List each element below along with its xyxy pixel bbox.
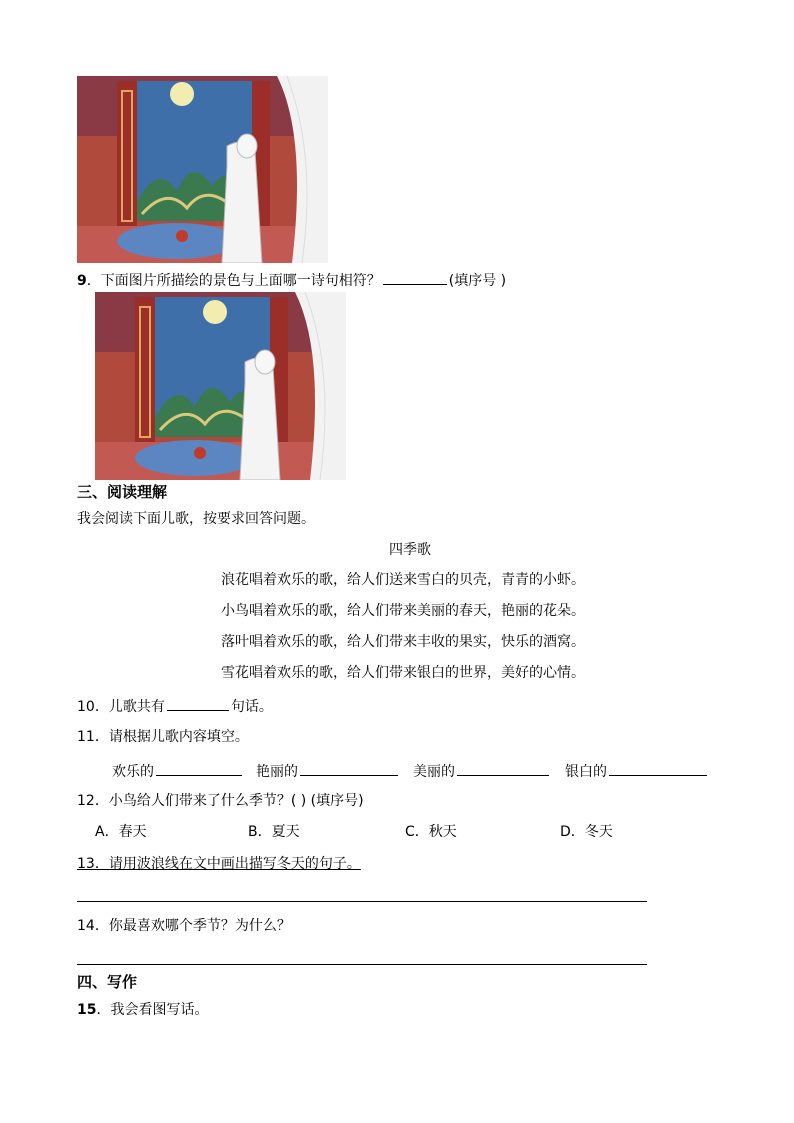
- illustration-moon-night-2: [95, 292, 346, 480]
- illustration-moon-night-1: [77, 76, 328, 263]
- question-15: [77, 1001, 208, 1019]
- question-13: 13．请用波浪线在文中画出描写冬天的句子。: [77, 856, 361, 872]
- option-b[interactable]: B．夏天: [248, 824, 300, 840]
- question-14: 14．你最喜欢哪个季节？为什么？: [77, 918, 291, 934]
- question-suffix: (填序号 ): [448, 273, 507, 289]
- answer-blank[interactable]: [383, 270, 447, 285]
- question-text: ．下面图片所描绘的景色与上面哪一诗句相符？: [86, 273, 381, 289]
- fill-item-2: [256, 761, 400, 781]
- fill-item-3: [413, 761, 551, 781]
- poem-line-1: 浪花唱着欢乐的歌，给人们送来雪白的贝壳，青青的小虾。: [221, 572, 585, 588]
- question-12: 12．小鸟给人们带来了什么季节？( ) (填序号): [77, 793, 364, 809]
- poem-title: 四季歌: [389, 542, 431, 558]
- answer-line[interactable]: [77, 964, 647, 965]
- fill-label: 欢乐的: [112, 764, 154, 780]
- question-text: ．我会看图写话。: [96, 1002, 209, 1018]
- question-10: [77, 696, 273, 716]
- question-9: [77, 270, 506, 290]
- question-number: 9: [77, 273, 87, 289]
- fill-label: 美丽的: [413, 764, 455, 780]
- answer-blank[interactable]: [609, 761, 707, 776]
- section-3-title: 三、阅读理解: [77, 483, 168, 501]
- section-4-title: 四、写作: [77, 973, 138, 991]
- question-10-prefix: 10．儿歌共有: [77, 699, 165, 715]
- reading-intro: 我会阅读下面儿歌，按要求回答问题。: [77, 511, 315, 527]
- fill-label: 银白的: [565, 764, 607, 780]
- poem-line-2: 小鸟唱着欢乐的歌，给人们带来美丽的春天，艳丽的花朵。: [221, 603, 585, 619]
- answer-blank[interactable]: [167, 696, 229, 711]
- question-number: 15: [77, 1002, 97, 1018]
- question-10-suffix: 句话。: [230, 699, 273, 715]
- option-d[interactable]: D．冬天: [560, 824, 613, 840]
- fill-item-4: [565, 761, 709, 781]
- poem-line-4: 雪花唱着欢乐的歌，给人们带来银白的世界，美好的心情。: [221, 665, 585, 681]
- answer-blank[interactable]: [300, 761, 398, 776]
- answer-blank[interactable]: [156, 761, 242, 776]
- poem-line-3: 落叶唱着欢乐的歌，给人们带来丰收的果实，快乐的酒窝。: [221, 634, 585, 650]
- fill-label: 艳丽的: [256, 764, 298, 780]
- option-c[interactable]: C．秋天: [405, 824, 457, 840]
- answer-line[interactable]: [77, 901, 647, 902]
- answer-blank[interactable]: [457, 761, 549, 776]
- option-a[interactable]: A．春天: [95, 824, 147, 840]
- fill-item-1: [112, 761, 244, 781]
- question-11: 11．请根据儿歌内容填空。: [77, 729, 249, 745]
